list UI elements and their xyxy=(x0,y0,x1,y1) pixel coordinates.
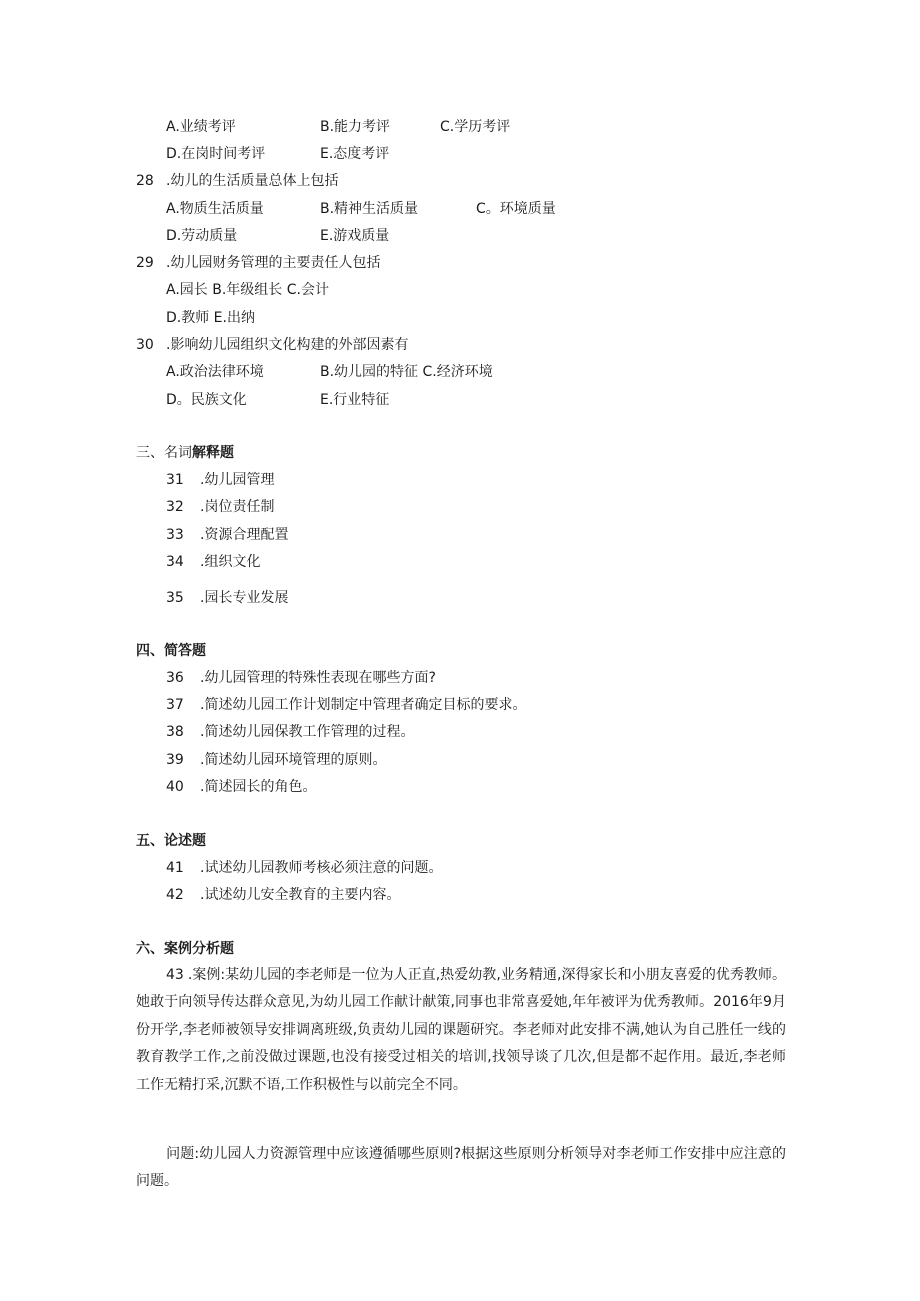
q30-options-bc: B.幼儿园的特征 C.经济环境 xyxy=(320,364,493,380)
q39-number: 39 xyxy=(166,752,184,768)
q34-number: 34 xyxy=(166,554,184,570)
case-question: 问题:幼儿园人力资源管理中应该遵循哪些原则?根据这些原则分析领导对李老师工作安排中应注意的问题。 xyxy=(136,1146,786,1190)
q41-text: .试述幼儿园教师考核必须注意的问题。 xyxy=(200,860,443,876)
section5-heading: 五、论述题 xyxy=(136,833,206,849)
q33-number: 33 xyxy=(166,527,184,543)
q28-option-a: A.物质生活质量 xyxy=(166,201,264,217)
q32-number: 32 xyxy=(166,499,184,515)
case-number: 43 xyxy=(166,967,184,983)
q36-number: 36 xyxy=(166,670,184,686)
section6-heading: 六、案例分析题 xyxy=(136,941,234,957)
q42-text: .试述幼儿安全教育的主要内容。 xyxy=(200,887,401,903)
q38-number: 38 xyxy=(166,724,184,740)
q28-number: 28 xyxy=(136,173,154,189)
q29-options-de: D.教师 E.出纳 xyxy=(166,310,255,326)
q35-text: .园长专业发展 xyxy=(200,590,289,606)
q34-text: .组织文化 xyxy=(200,554,261,570)
q30-option-a: A.政治法律环境 xyxy=(166,364,264,380)
q39-text: .简述幼儿园环境管理的原则。 xyxy=(200,752,387,768)
q41-number: 41 xyxy=(166,860,184,876)
q28-option-b: B.精神生活质量 xyxy=(320,201,419,217)
section3-heading xyxy=(136,443,234,463)
q31-text: .幼儿园管理 xyxy=(200,472,275,488)
q42-number: 42 xyxy=(166,887,184,903)
section4-heading: 四、简答题 xyxy=(136,643,206,659)
section3-heading-normal: 三、名词 xyxy=(136,445,192,461)
q40-text: .简述园长的角色。 xyxy=(200,779,317,795)
q37-text: .简述幼儿园工作计划制定中管理者确定目标的要求。 xyxy=(200,697,527,713)
q27-option-e: E.态度考评 xyxy=(320,146,390,162)
q28-option-c: C。环境质量 xyxy=(476,201,556,217)
q33-text: .资源合理配置 xyxy=(200,527,289,543)
q40-number: 40 xyxy=(166,779,184,795)
case-text: .案例:某幼儿园的李老师是一位为人正直,热爱幼教,业务精通,深得家长和小朋友喜爱的优秀教师。她敢于向领导传达群众意见,为幼儿园工作献计献策,同事也非常喜爱她,年年被评为优秀教师。2016年9月份开学,李老师被领导安排调离班级,负责幼儿园的课题研究。李老师对此安排不满,她认为自己胜任一线的教育教学工作,之前没做过课题,也没有接受过相关的培训,找领导谈了几次,但是都不起作用。最近,李老师工作无精打采,沉默不语,工作积极性与以前完全不同。 xyxy=(136,967,786,1093)
q31-number: 31 xyxy=(166,472,184,488)
section3-heading-bold: 解释题 xyxy=(192,445,234,461)
q29-number: 29 xyxy=(136,255,154,271)
q30-option-d: D。民族文化 xyxy=(166,392,247,408)
q35-number: 35 xyxy=(166,590,184,606)
q29-text: .幼儿园财务管理的主要责任人包括 xyxy=(166,255,381,271)
q29-options-abc: A.园长 B.年级组长 C.会计 xyxy=(166,282,329,298)
q38-text: .简述幼儿园保教工作管理的过程。 xyxy=(200,724,415,740)
q28-text: .幼儿的生活质量总体上包括 xyxy=(166,173,339,189)
q30-option-e: E.行业特征 xyxy=(320,392,390,408)
q30-text: .影响幼儿园组织文化构建的外部因素有 xyxy=(166,337,409,353)
case-paragraph xyxy=(136,962,786,1099)
q36-text: .幼儿园管理的特殊性表现在哪些方面? xyxy=(200,670,436,686)
q27-option-d: D.在岗时间考评 xyxy=(166,146,266,162)
q28-option-e: E.游戏质量 xyxy=(320,228,390,244)
q27-option-a: A.业绩考评 xyxy=(166,119,236,135)
q28-option-d: D.劳动质量 xyxy=(166,228,238,244)
q27-option-c: C.学历考评 xyxy=(440,119,511,135)
q27-option-b: B.能力考评 xyxy=(320,119,391,135)
q32-text: .岗位责任制 xyxy=(200,499,275,515)
q30-number: 30 xyxy=(136,337,154,353)
q37-number: 37 xyxy=(166,697,184,713)
case-question-paragraph xyxy=(136,1141,786,1196)
